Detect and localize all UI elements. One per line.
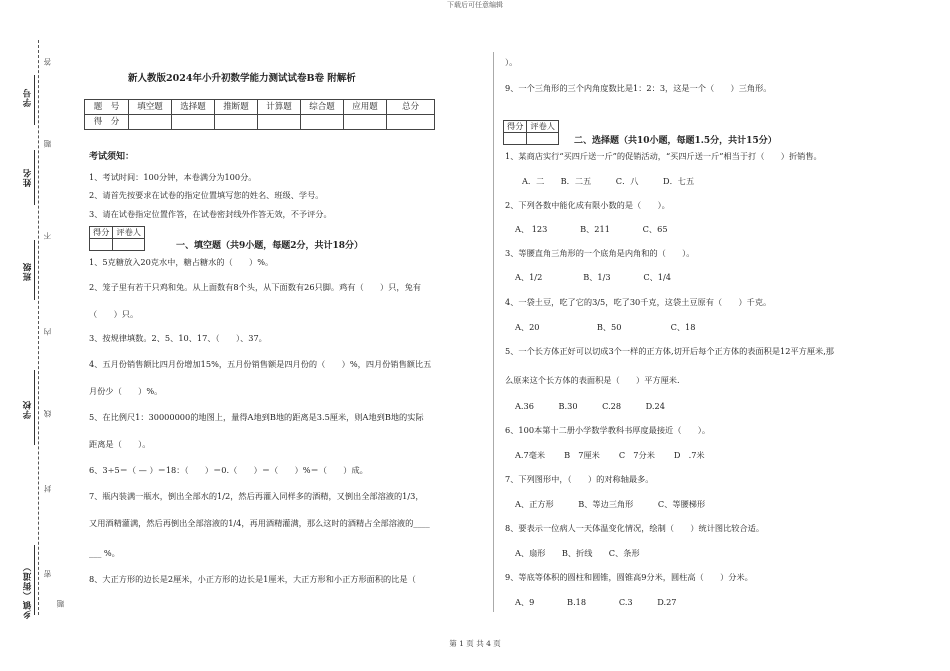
notice-item: 3、请在试卷指定位置作答，在试卷密封线外作答无效，不予评分。 [89,209,332,219]
score-header-cell: 选择题 [172,100,215,115]
grader-score-label: 得分 [504,121,527,133]
question-line: ）。 [505,57,518,67]
grader-reviewer-cell[interactable] [527,133,559,145]
question-line: 月份少（ ）%。 [89,386,163,396]
seal-char: 封 [43,485,52,493]
grader-reviewer-label: 评卷人 [527,121,559,133]
question-line: 2、笼子里有若干只鸡和兔。从上面数有8个头，从下面数有26只脚。鸡有（ ）只，兔有 [89,282,421,292]
question-line: 9、一个三角形的三个内角度数比是1：2：3，这是一个（ ）三角形。 [505,83,772,93]
answer-options: A、20 B、50 C、18 [515,322,696,332]
left-column [84,0,486,630]
grader-reviewer-cell[interactable] [113,239,145,251]
answer-options: A、正方形 B、等边三角形 C、等腰梯形 [515,499,706,509]
seal-dashed-line [38,40,39,615]
question-line: 又用酒精灌满，然后再倒出全部溶液的1/4，再用酒精灌满，那么这时的酒精占全部溶液的____ [89,518,430,528]
answer-options: A、1/2 B、1/3 C、1/4 [515,272,671,282]
answer-options: A．二 B．二五 C．八 D．七五 [522,176,695,186]
section2-title: 二、选择题（共10小题，每题1.5分，共计15分） [574,136,777,146]
score-cell[interactable] [129,115,172,130]
score-table-score-row [85,115,435,130]
field-line-township [34,545,35,615]
question-line: 4、一袋土豆，吃了它的3/5，吃了30千克，这袋土豆原有（ ）千克。 [505,297,772,307]
seal-char: 密 [43,570,52,578]
field-line-student-id [34,75,35,125]
column-divider [493,52,494,612]
score-table [84,99,435,130]
answer-options: A.36 B.30 C.28 D.24 [515,401,665,411]
question-line: 3、等腰直角三角形的一个底角是内角和的（ ）。 [505,248,695,258]
answer-options: A、扇形 B、折线 C、条形 [515,548,640,558]
grader-reviewer-label: 评卷人 [113,227,145,239]
question-line: 6、100本第十二册小学数学教科书厚度最接近（ ）。 [505,425,711,435]
grader-score-cell[interactable] [90,239,113,251]
score-cell[interactable] [215,115,258,130]
notice-title: 考试须知： [89,152,135,162]
score-header-cell: 计算题 [258,100,301,115]
question-line: 4、五月份销售额比四月份增加15%，五月份销售额是四月份的（ ）%，四月份销售额比五 [89,359,432,369]
seal-char: 答 [43,58,52,66]
question-line: 9、等底等体积的圆柱和圆锥，圆锥高9分米，圆柱高（ ）分米。 [505,572,753,582]
field-label-name: 姓名 [23,168,33,187]
field-label-student-id: 学号 [23,88,33,107]
question-line: 距离是（ ）。 [89,439,151,449]
seal-char: 内 [43,328,52,336]
question-line: 么原来这个长方体的表面积是（ ）平方厘米. [505,375,680,385]
score-cell[interactable] [344,115,387,130]
notice-item: 1、考试时间：100分钟，本卷满分为100分。 [89,172,257,182]
score-header-cell: 推断题 [215,100,258,115]
question-line: 5、一个长方体正好可以切成3个一样的正方体,切开后每个正方体的表面积是12平方厘米,那 [505,346,834,356]
question-line: 1、某商店实行“买四斤送一斤”的促销活动，“买四斤送一斤”相当于打（ ）折销售。 [505,151,822,161]
seal-char: 不 [43,232,52,240]
score-header-cell: 总分 [387,100,435,115]
score-header-cell: 综合题 [301,100,344,115]
question-line: 1、5克糖放入20克水中，糖占糖水的（ ）%。 [89,257,274,267]
answer-options: A、 123 B、211 C、65 [515,224,668,234]
question-line: 7、下列图形中，（ ）的对称轴最多。 [505,474,654,484]
top-note: 下载后可任意编辑 [447,1,503,9]
page-footer: 第 1 页 共 4 页 [449,639,501,648]
exam-title: 新人教版2024年小升初数学能力测试试卷B卷 附解析 [128,73,356,84]
question-line: （ ）只。 [89,309,139,319]
score-table-header-row [85,100,435,115]
field-line-name [34,150,35,205]
grader-box-section2 [503,120,559,145]
score-cell[interactable] [387,115,435,130]
answer-options: A、9 B.18 C.3 D.27 [515,597,677,607]
notice-item: 2、请首先按要求在试卷的指定位置填写您的姓名、班级、学号。 [89,190,324,200]
grader-score-cell[interactable] [504,133,527,145]
field-line-school [34,370,35,445]
question-line: 5、在比例尺1：30000000的地图上，量得A地到B地的距离是3.5厘米，则A地到B地的实际 [89,412,424,422]
field-label-school: 学校 [23,400,33,419]
grader-score-label: 得分 [90,227,113,239]
question-line: 7、瓶内装满一瓶水，倒出全部水的1/2，然后再灌入同样多的酒精，又倒出全部溶液的1/3， [89,491,424,501]
score-row-label: 得 分 [85,115,129,130]
section1-title: 一、填空题（共9小题，每题2分，共计18分） [176,241,364,251]
question-line: 2、下列各数中能化成有限小数的是（ ）。 [505,200,670,210]
question-line: 3、按规律填数。2、5、10、17、（ ）、37。 [89,333,267,343]
question-line: ___ %。 [89,548,120,558]
score-header-cell: 应用题 [344,100,387,115]
right-column [500,0,910,630]
score-cell[interactable] [172,115,215,130]
field-line-class [34,240,35,300]
score-cell[interactable] [258,115,301,130]
question-line: 8、要表示一位病人一天体温变化情况，绘制（ ）统计图比较合适。 [505,523,765,533]
seal-char: 线 [43,410,52,418]
score-header-cell: 填空题 [129,100,172,115]
question-line: 8、大正方形的边长是2厘米，小正方形的边长是1厘米，大正方形和小正方形面积的比是（ [89,574,416,584]
score-header-cell: 题 号 [85,100,129,115]
answer-options: A.7毫米 B 7厘米 C 7分米 D .7米 [515,450,705,460]
field-label-class: 班级 [23,262,33,281]
field-label-township: 乡镇（街道） [23,562,33,619]
seal-char: 题 [56,600,65,608]
seal-char: 题 [43,140,52,148]
score-cell[interactable] [301,115,344,130]
question-line: 6、3÷5＝（ — ）＝18：（ ）＝0.（ ）＝（ ）%＝（ ）成。 [89,465,368,475]
grader-box-section1 [89,226,145,251]
